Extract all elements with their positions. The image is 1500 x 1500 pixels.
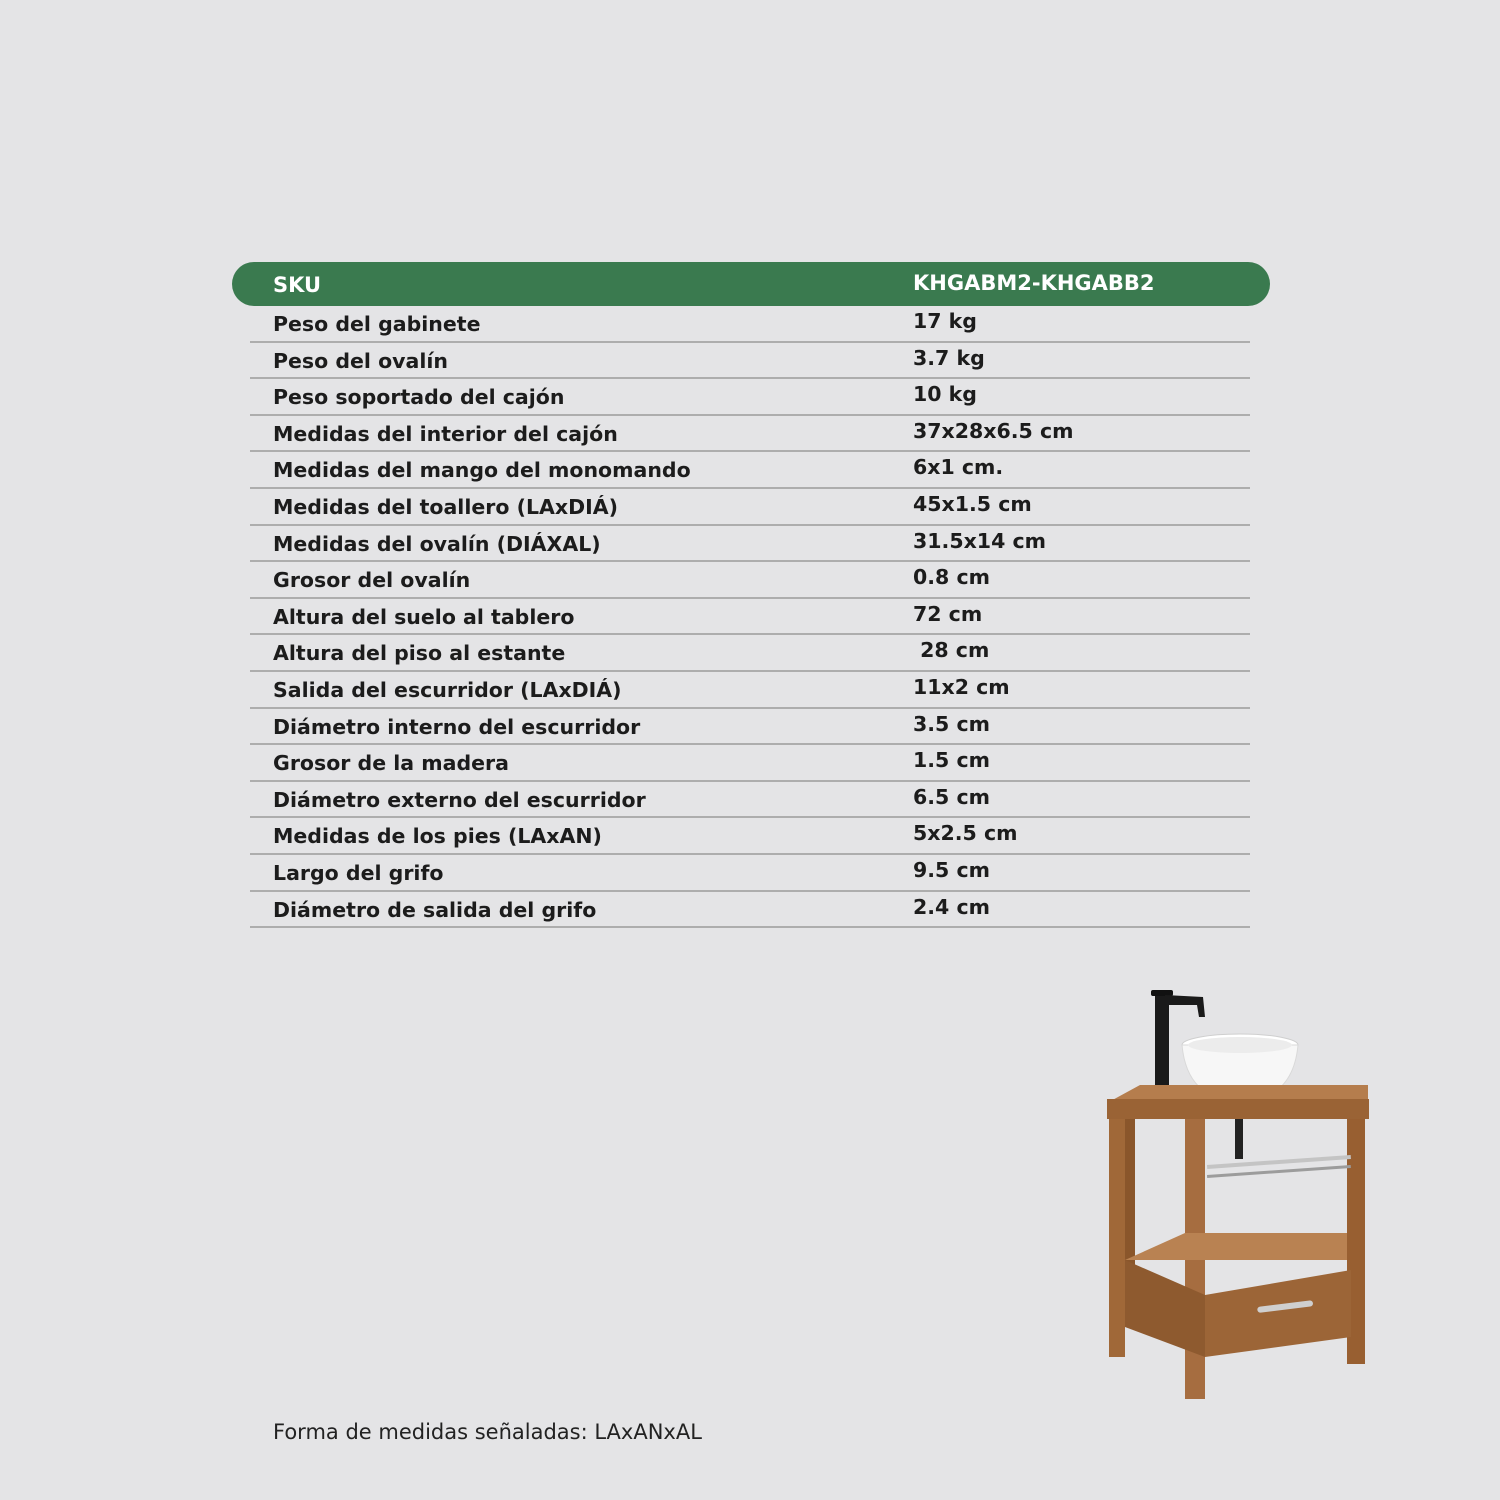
header-value: KHGABM2-KHGABB2 <box>913 271 1155 295</box>
table-row <box>250 709 1250 746</box>
towel-bar-icon <box>1207 1155 1351 1178</box>
spec-value: 2.4 cm <box>913 894 990 919</box>
spec-label: Peso del gabinete <box>273 312 481 336</box>
table-row <box>250 526 1250 563</box>
table-row <box>250 343 1250 380</box>
table-row <box>250 782 1250 819</box>
spec-value: 37x28x6.5 cm <box>913 418 1074 443</box>
spec-label: Medidas del toallero (LAxDIÁ) <box>273 494 618 519</box>
spec-value: 3.7 kg <box>913 345 985 370</box>
spec-value: 6.5 cm <box>913 784 990 809</box>
spec-value: 5x2.5 cm <box>913 821 1018 846</box>
spec-value: 1.5 cm <box>913 748 990 773</box>
spec-value: 28 cm <box>913 638 990 663</box>
spec-label: Diámetro interno del escurridor <box>273 714 641 739</box>
spec-label: Medidas del ovalín (DIÁXAL) <box>273 531 601 556</box>
header-key: SKU <box>273 273 322 297</box>
spec-label: Altura del piso al estante <box>273 641 566 666</box>
table-row <box>250 489 1250 526</box>
spec-label: Grosor del ovalín <box>273 568 471 593</box>
spec-value: 3.5 cm <box>913 711 990 736</box>
vanity-product-image <box>1095 985 1385 1405</box>
table-row <box>250 635 1250 672</box>
table-row <box>250 855 1250 892</box>
spec-table-header <box>232 262 1270 306</box>
table-row <box>250 379 1250 416</box>
spec-label: Salida del escurridor (LAxDIÁ) <box>273 677 622 702</box>
table-row <box>250 599 1250 636</box>
spec-value: 6x1 cm. <box>913 455 1004 480</box>
spec-value: 45x1.5 cm <box>913 491 1032 516</box>
table-row <box>250 892 1250 929</box>
spec-value: 10 kg <box>913 382 977 407</box>
spec-label: Diámetro externo del escurridor <box>273 787 646 812</box>
spec-label: Medidas del mango del monomando <box>273 458 691 483</box>
table-row <box>250 672 1250 709</box>
spec-label: Peso del ovalín <box>273 348 449 373</box>
spec-value: 17 kg <box>913 309 977 333</box>
spec-value: 0.8 cm <box>913 565 990 590</box>
spec-value: 72 cm <box>913 601 983 626</box>
spec-label: Largo del grifo <box>273 860 444 885</box>
spec-label: Medidas de los pies (LAxAN) <box>273 824 602 849</box>
table-row <box>250 818 1250 855</box>
table-row <box>250 745 1250 782</box>
spec-table <box>250 306 1250 928</box>
spec-value: 31.5x14 cm <box>913 528 1046 553</box>
measurement-footnote: Forma de medidas señaladas: LAxANxAL <box>273 1420 702 1444</box>
spec-label: Diámetro de salida del grifo <box>273 897 597 922</box>
spec-value: 9.5 cm <box>913 857 990 882</box>
spec-label: Peso soportado del cajón <box>273 385 565 410</box>
spec-label: Grosor de la madera <box>273 751 509 776</box>
table-row <box>250 306 1250 343</box>
spec-label: Altura del suelo al tablero <box>273 604 575 629</box>
table-row <box>250 452 1250 489</box>
drawer-icon <box>1125 1260 1351 1357</box>
table-row <box>250 416 1250 453</box>
spec-value: 11x2 cm <box>913 674 1010 699</box>
spec-label: Medidas del interior del cajón <box>273 421 618 446</box>
table-row <box>250 562 1250 599</box>
